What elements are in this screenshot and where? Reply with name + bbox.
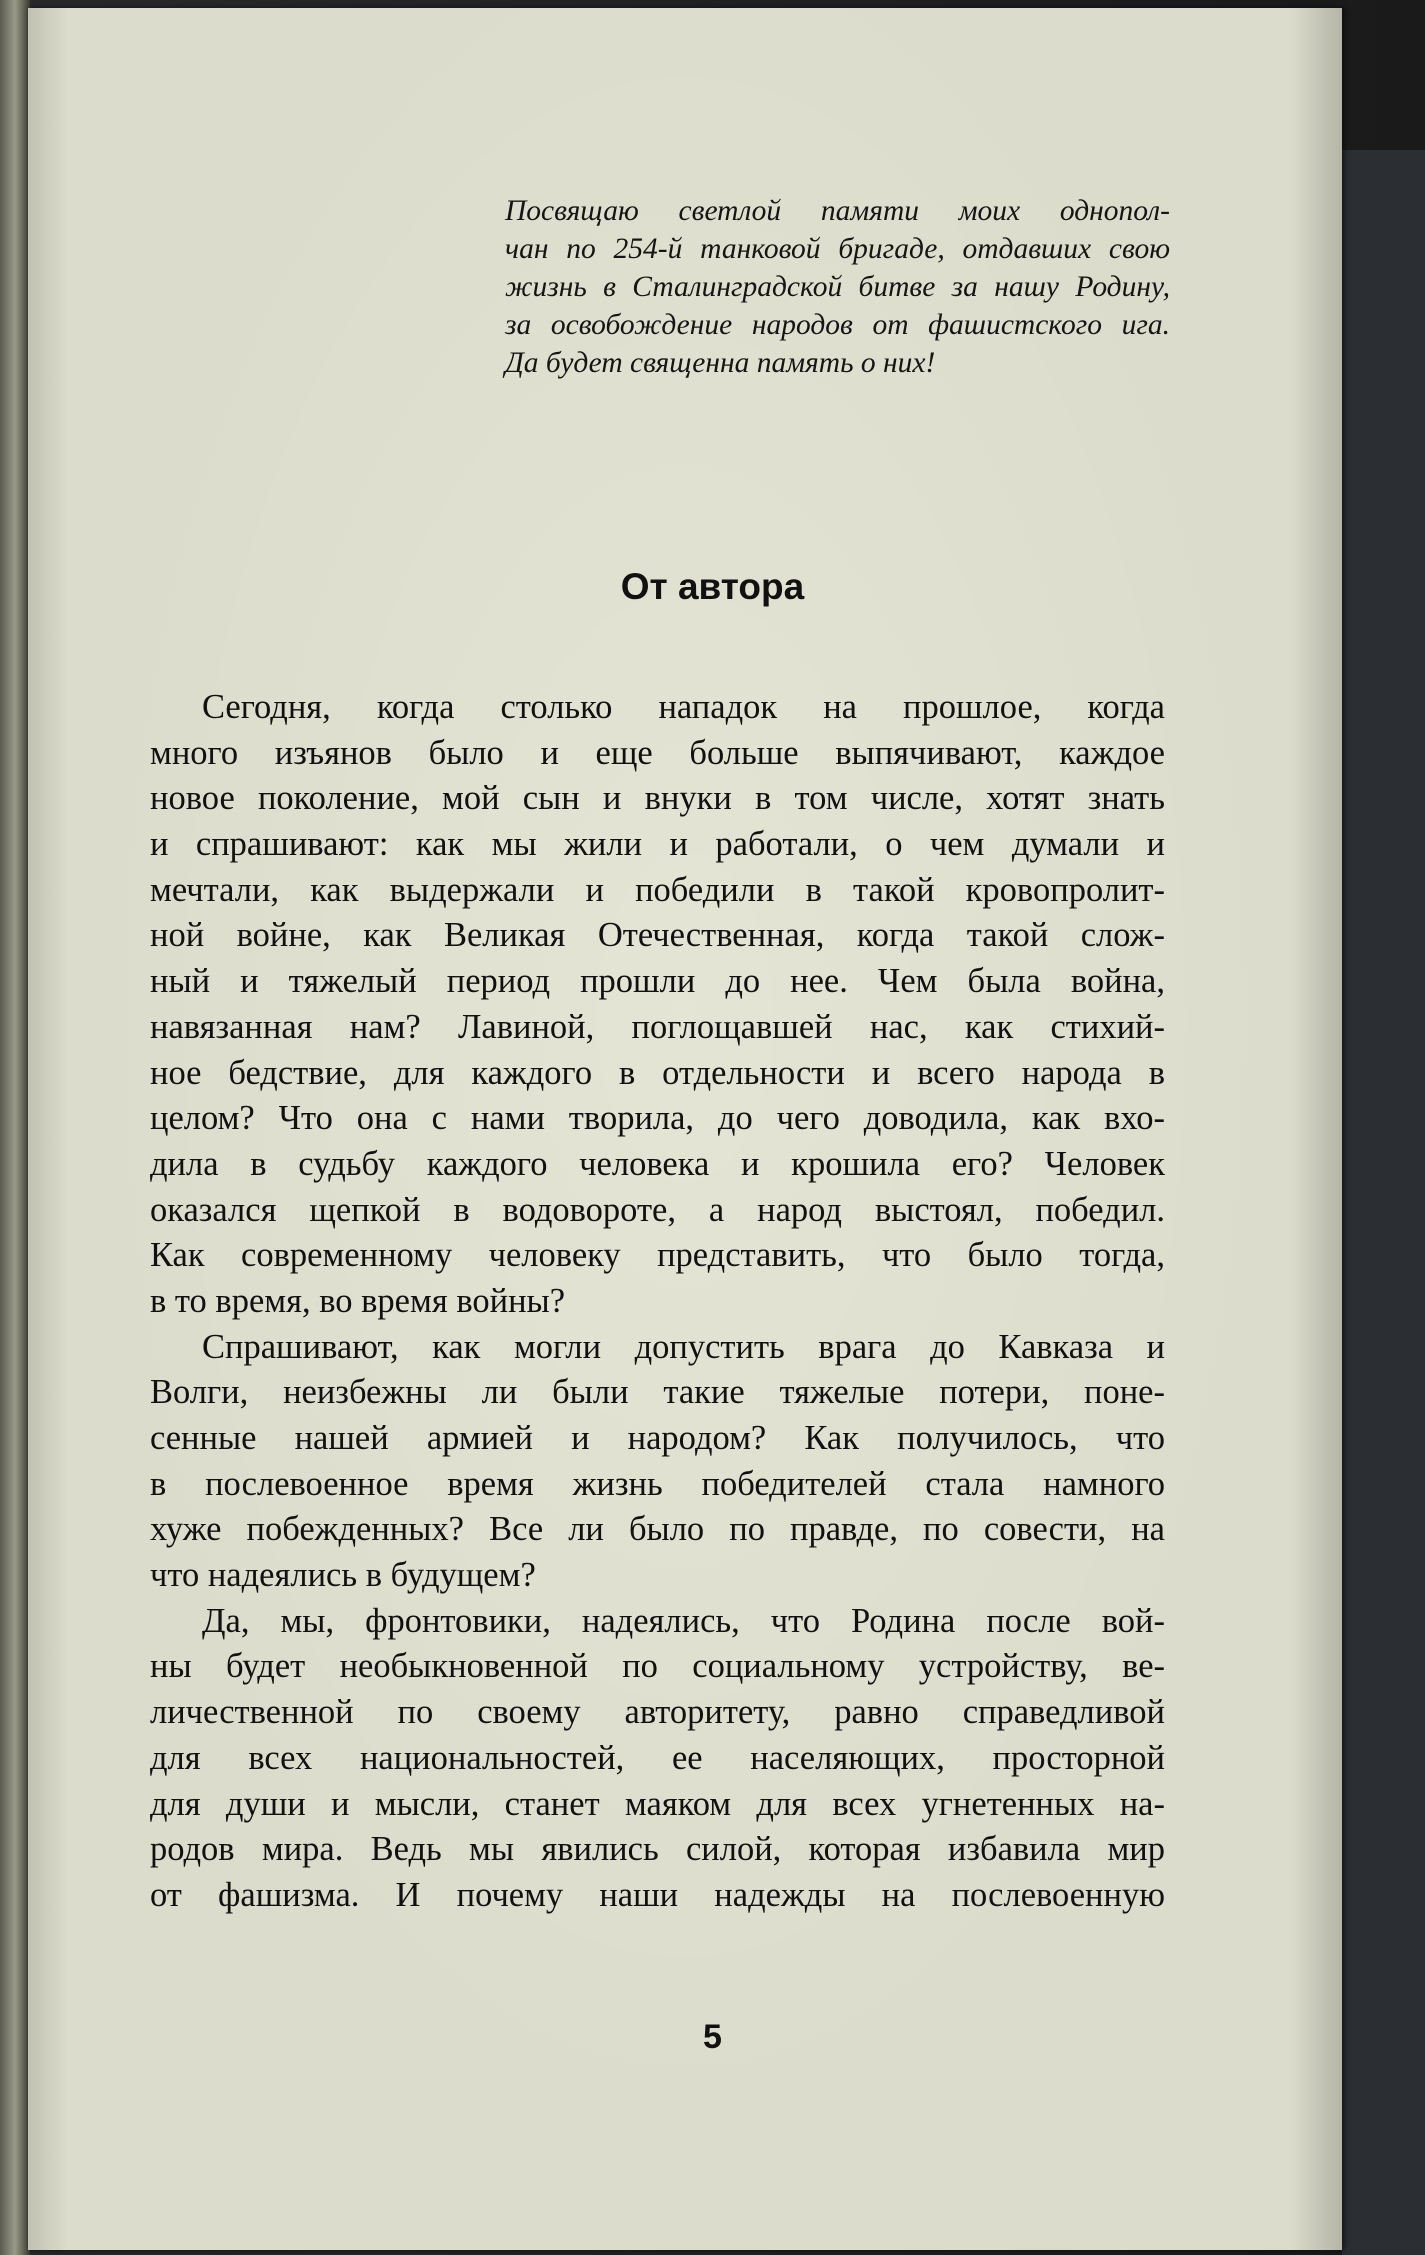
text-line: родов мира. Ведь мы явились силой, которая избавила мир [150,1830,1165,1869]
text-line: для души и мысли, станет маяком для всех угнетенных на- [150,1784,1165,1823]
text-line: Как современному человеку представить, что было тогда, [150,1236,1165,1275]
text-line: мечтали, как выдержали и победили в такой кровопролит- [150,870,1165,909]
text-line: для всех национальностей, ее населяющих, просторной [150,1738,1165,1777]
text-line: ной войне, как Великая Отечественная, когда такой слож- [150,916,1165,955]
text-line: целом? Что она с нами творила, до чего доводила, как вхо- [150,1099,1165,1138]
text-line: в то время, во время войны? [150,1281,566,1320]
text-line: в послевоенное время жизнь победителей стала намного [150,1464,1165,1503]
chapter-title: От автора [620,566,805,607]
text-line: дила в судьбу каждого человека и крошила его? Человек [150,1144,1165,1183]
epigraph-line: Посвящаю светлой памяти моих однопол- [505,195,1170,227]
book-cover-edge [1342,150,1425,2255]
text-line: сенные нашей армией и народом? Как получилось, что [150,1419,1165,1457]
text-line: ное бедствие, для каждого в отдельности и всего народа в [150,1053,1165,1092]
text-line: Да, мы, фронтовики, надеялись, что Родина после вой- [202,1601,1165,1640]
text-line: Волги, неизбежны ли были такие тяжелые потери, поне- [150,1373,1165,1412]
body-text [150,685,1165,1919]
epigraph-line: за освобождение народов от фашистского ига. [505,309,1170,341]
epigraph-line: жизнь в Сталинградской битве за нашу Родину, [505,271,1170,303]
page-number: 5 [703,2018,722,2056]
text-line: оказался щепкой в водовороте, а народ выстоял, победил. [150,1190,1165,1229]
text-line: и спрашивают: как мы жили и работали, о чем думали и [150,825,1165,864]
text-line: Сегодня, когда столько нападок на прошлое, когда [202,688,1165,726]
text-line: хуже побежденных? Все ли было по правде, по совести, на [150,1510,1165,1549]
epigraph [505,192,1170,382]
text-line: от фашизма. И почему наши надежды на послевоенную [150,1875,1165,1914]
epigraph-line: чан по 254-й танковой бригаде, отдавших свою [505,233,1170,265]
previous-page-edge [0,0,30,2255]
text-line: много изъянов было и еще больше выпячивают, каждое [150,733,1165,772]
text-line: Спрашивают, как могли допустить врага до Кавказа и [202,1327,1165,1366]
text-line: что надеялись в будущем? [150,1556,536,1595]
text-line: ны будет необыкновенной по социальному устройству, ве- [150,1647,1165,1686]
text-line: новое поколение, мой сын и внуки в том числе, хотят знать [150,779,1165,818]
text-line: навязанная нам? Лавиной, поглощавшей нас, как стихий- [150,1007,1165,1046]
text-line: ный и тяжелый период прошли до нее. Чем была война, [150,962,1165,1001]
text-line: личественной по своему авторитету, равно справедливой [150,1693,1165,1732]
epigraph-line: Да будет священна память о них! [505,347,936,379]
